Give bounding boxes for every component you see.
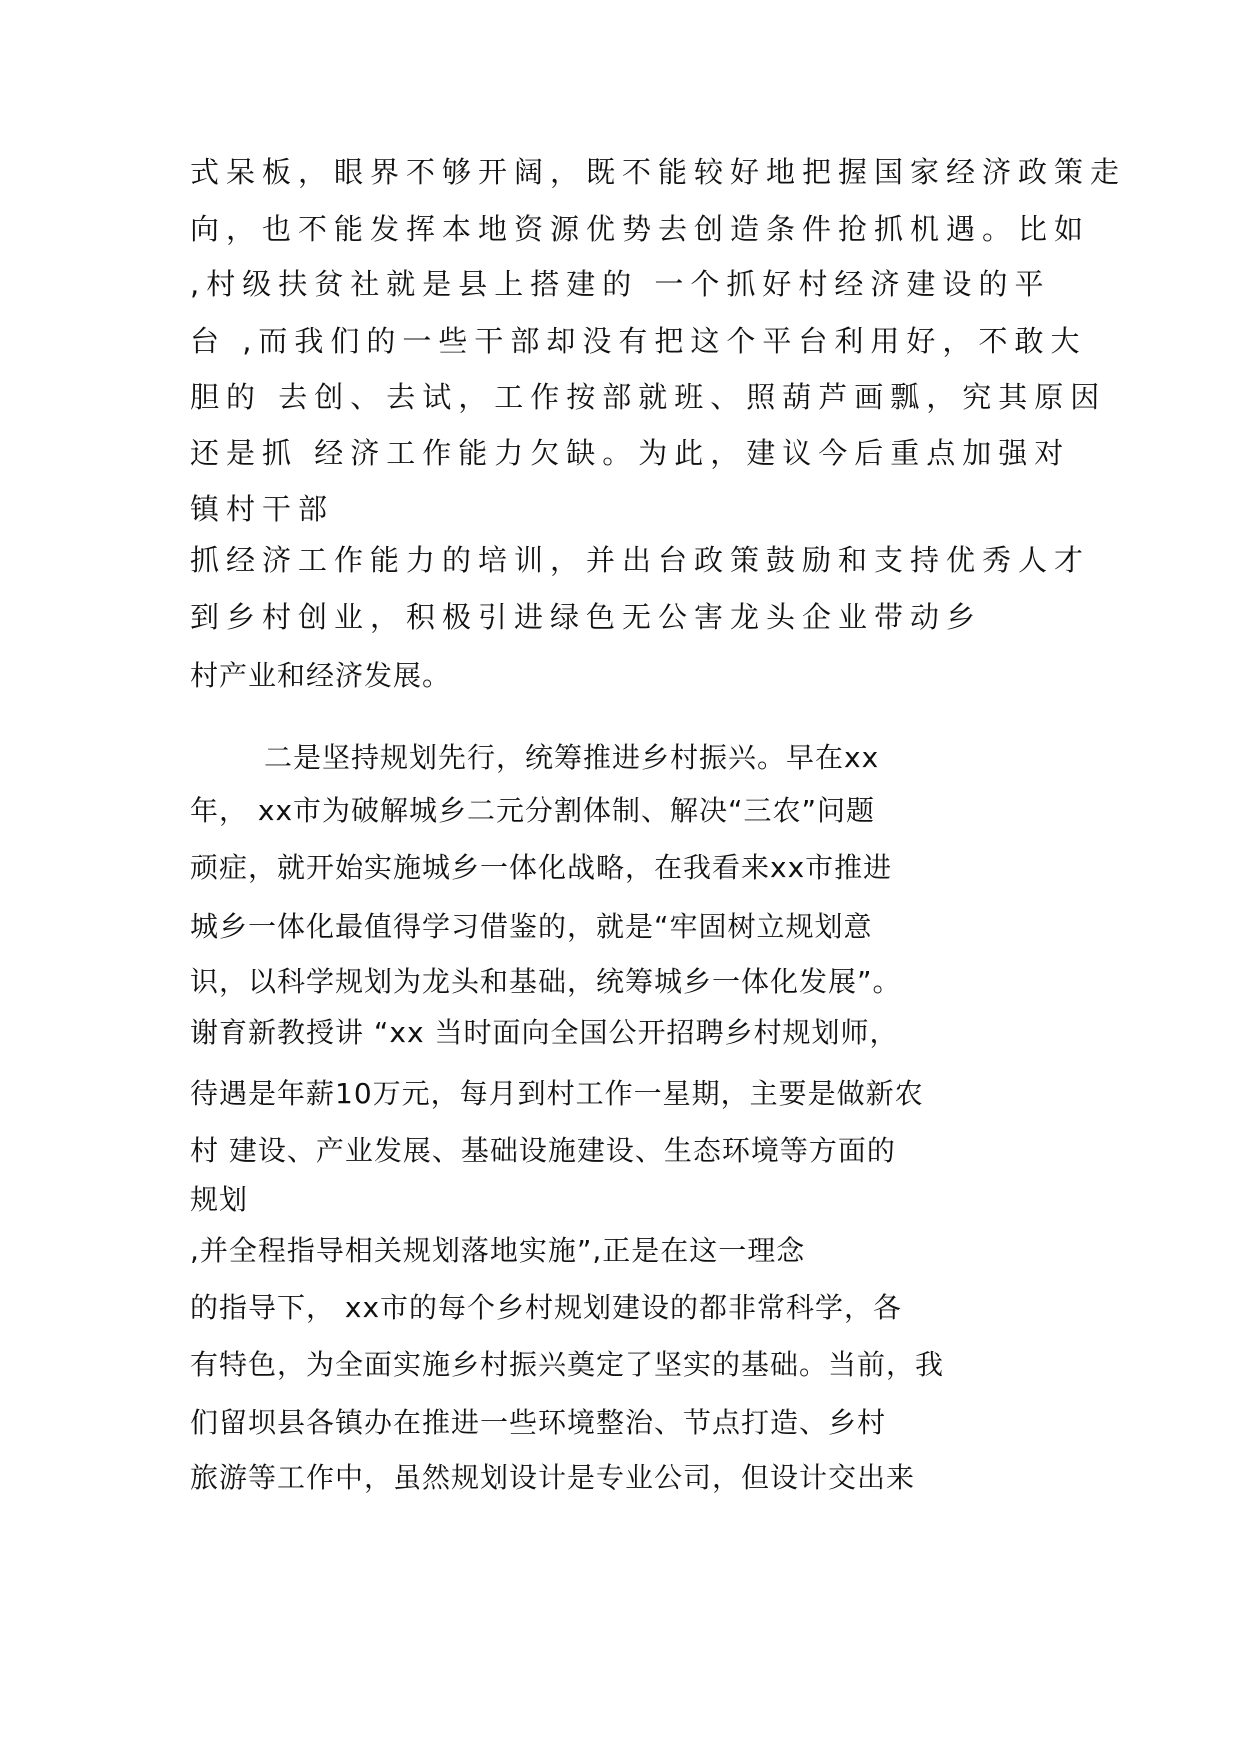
text-line: 顽症，就开始实施城乡一体化战略，在我看来xx市推进 <box>190 851 893 884</box>
paragraph-first-line: 二是坚持规划先行，统筹推进乡村振兴。早在xx <box>264 741 880 774</box>
text-line: 谢育新教授讲 “xx 当时面向全国公开招聘乡村规划师， <box>190 1016 899 1049</box>
text-line: ,并全程指导相关规划落地实施”,正是在这一理念 <box>190 1234 806 1267</box>
text-line: 镇村干部 <box>190 492 335 526</box>
text-line: ,村级扶贫社就是县上搭建的 一个抓好村经济建设的平 <box>190 267 1051 301</box>
text-line: 式呆板，眼界不够开阔，既不能较好地把握国家经济政策走 <box>190 155 1127 189</box>
text-line: 识，以科学规划为龙头和基础，统筹城乡一体化发展”。 <box>190 965 902 998</box>
text-line: 台 ,而我们的一些干部却没有把这个平台利用好，不敢大 <box>190 324 1087 358</box>
text-line: 胆的 去创、去试，工作按部就班、照葫芦画瓢，究其原因 <box>190 380 1107 414</box>
text-line: 抓经济工作能力的培训，并出台政策鼓励和支持优秀人才 <box>190 543 1091 577</box>
text-line: 年， xx市为破解城乡二元分割体制、解决“三农”问题 <box>190 794 876 827</box>
text-line: 有特色，为全面实施乡村振兴奠定了坚实的基础。当前，我 <box>190 1348 945 1381</box>
text-line: 村产业和经济发展。 <box>190 659 452 692</box>
text-line: 规划 <box>190 1183 249 1216</box>
text-line: 向，也不能发挥本地资源优势去创造条件抢抓机遇。比如 <box>190 212 1091 246</box>
text-line: 村 建设、产业发展、基础设施建设、生态环境等方面的 <box>190 1134 896 1167</box>
text-line: 的指导下， xx市的每个乡村规划建设的都非常科学，各 <box>190 1291 903 1324</box>
text-line: 还是抓 经济工作能力欠缺。为此，建议今后重点加强对 <box>190 436 1071 470</box>
text-line: 待遇是年薪10万元，每月到村工作一星期，主要是做新农 <box>190 1077 924 1110</box>
text-line: 到乡村创业，积极引进绿色无公害龙头企业带动乡 <box>190 600 983 634</box>
text-line: 们留坝县各镇办在推进一些环境整治、节点打造、乡村 <box>190 1406 887 1439</box>
text-line: 旅游等工作中，虽然规划设计是专业公司，但设计交出来 <box>190 1461 916 1494</box>
text-line: 城乡一体化最值得学习借鉴的，就是“牢固树立规划意 <box>190 910 873 943</box>
